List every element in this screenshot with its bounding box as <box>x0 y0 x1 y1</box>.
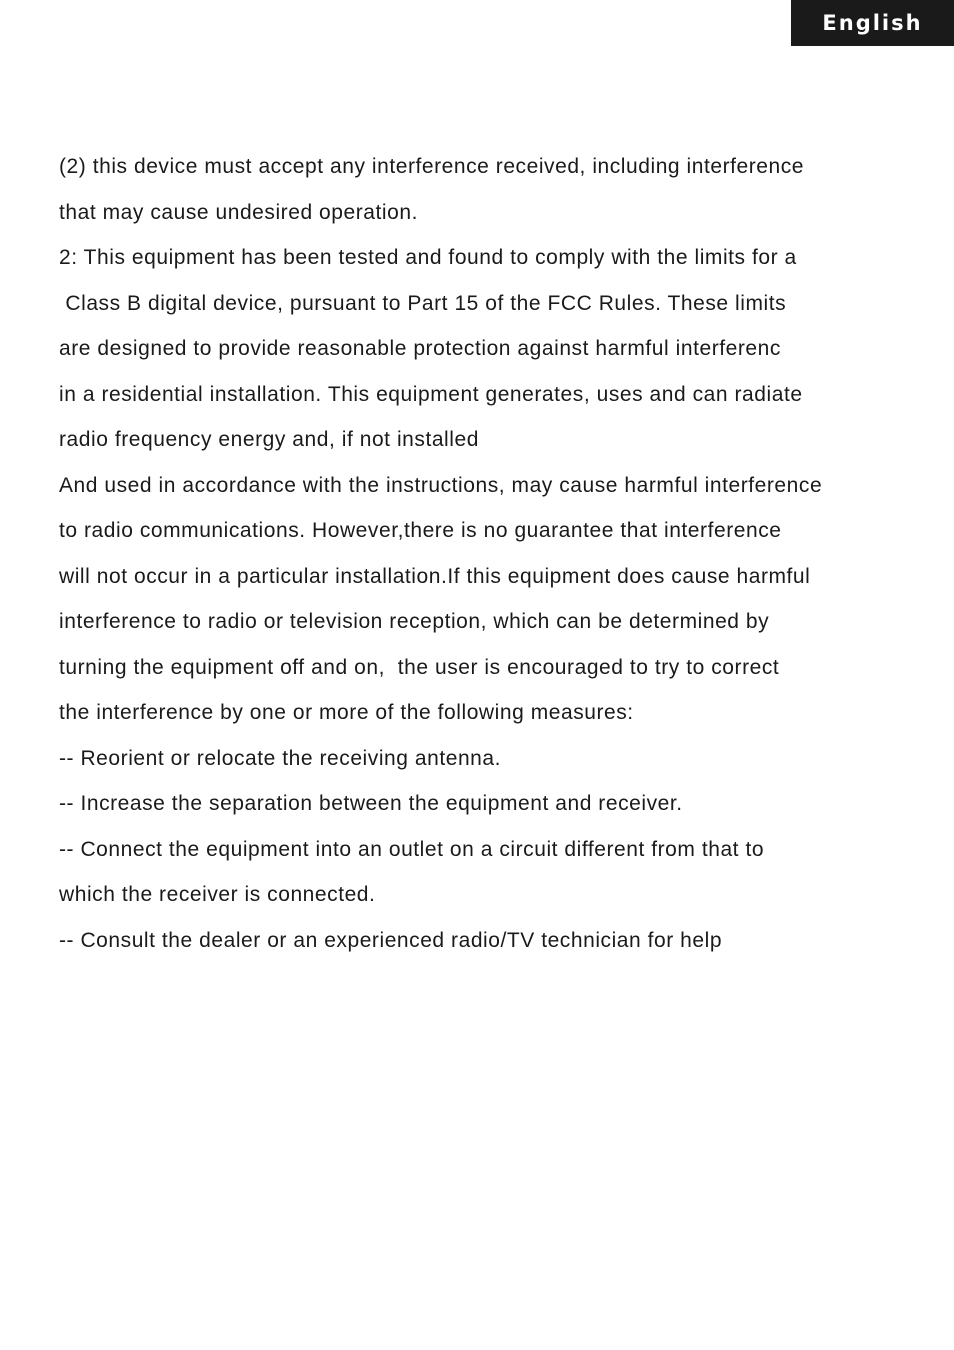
text-line: which the receiver is connected. <box>59 883 376 906</box>
text-line: 2: This equipment has been tested and found to comply with the limits for a <box>59 246 797 269</box>
text-line: interference to radio or television reception, which can be determined by <box>59 610 770 633</box>
text-line: to radio communications. However,there is no guarantee that interference <box>59 519 782 542</box>
text-line: will not occur in a particular installation.If this equipment does cause harmful <box>59 564 811 588</box>
text-line: the interference by one or more of the following measures: <box>59 701 634 724</box>
text-line: radio frequency energy and, if not installed <box>59 428 479 451</box>
measure-item: -- Increase the separation between the equipment and receiver. <box>59 792 683 815</box>
fcc-statement-text <box>59 144 939 963</box>
text-line: Class B digital device, pursuant to Part 15 of the FCC Rules. These limits <box>59 291 787 315</box>
text-line: that may cause undesired operation. <box>59 200 418 224</box>
text-line: turning the equipment off and on, the user is encouraged to try to correct <box>59 655 780 679</box>
text-line: (2) this device must accept any interference received, including interference <box>59 155 805 178</box>
text-line: And used in accordance with the instructions, may cause harmful interference <box>59 473 823 497</box>
measure-item: -- Connect the equipment into an outlet on a circuit different from that to <box>59 837 765 861</box>
text-line: in a residential installation. This equipment generates, uses and can radiate <box>59 382 803 406</box>
measure-item: -- Reorient or relocate the receiving antenna. <box>59 746 502 770</box>
measure-item: -- Consult the dealer or an experienced radio/TV technician for help <box>59 928 723 952</box>
text-line: are designed to provide reasonable protection against harmful interferenc <box>59 337 781 360</box>
language-tab: English <box>791 0 954 46</box>
